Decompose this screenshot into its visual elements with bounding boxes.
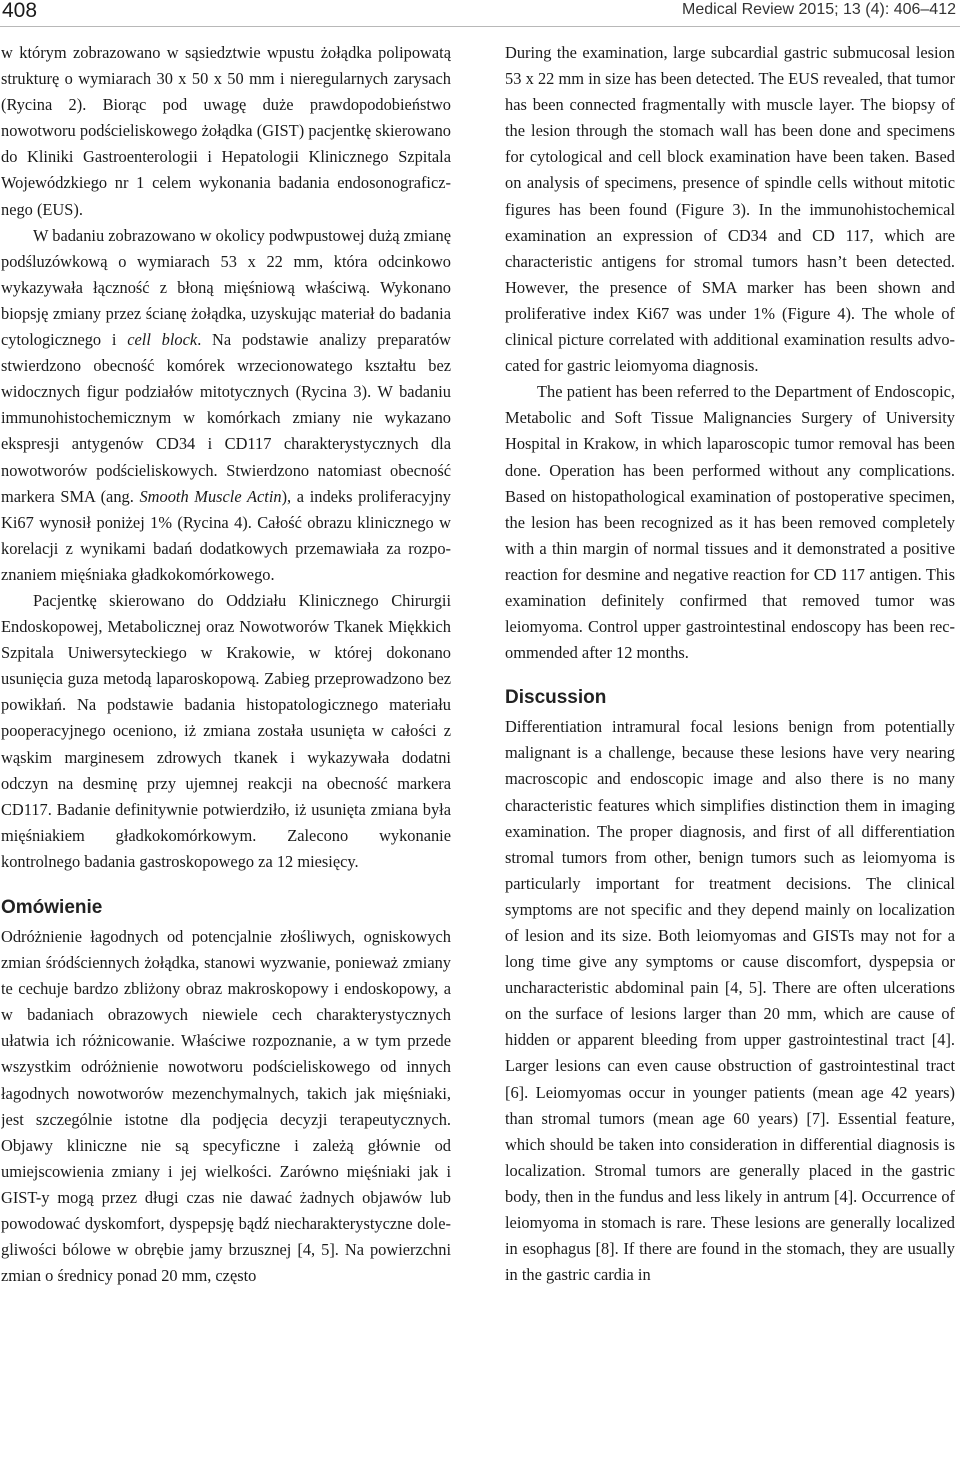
- italic-term: cell block: [127, 330, 198, 350]
- paragraph: During the examination, large subcardial gastric submucosal lesion 53 x 22 mm in size has been detected. The EUS revealed, that tumor has been connected fragmentally with muscle layer. The biopsy of the lesion through the stomach wall has been done and specimens for cytological and cell block examination have been taken. Based on analysis of specimens, presence of spindle cells without mitotic figures has been found (Figure 3). In the immunohistochemical examination an expression of CD34 and CD 117, which are characteristic antigens for stromal tumors hasn’t been detected. However, the presence of SMA marker has been shown and proliferative index Ki67 was under 1% (Figure 4). The whole of clinical picture correlated with additional examination results advocated for gastric leiomyoma diagnosis.: [505, 43, 955, 376]
- journal-reference: Medical Review 2015; 13 (4): 406–412: [682, 1, 956, 18]
- section-heading: Omówienie: [1, 897, 103, 918]
- paragraph: The patient has been referred to the Department of Endoscopic, Metabolic and Soft Tissue Malignancies Surgery of University Hospital in Krakow, in which laparoscopic tumor removal has been done. Operation has been performed without any complications. Based on histopathological examination of postoperative specimen, the lesion has been recognized as it has been removed completely with a thin margin of normal tissues and it demonstrated a positive reaction for desmine and negative reaction for CD 117 antigen. This examination definitely confirmed that removed tumor was leiomyoma. Control upper gastrointestinal endoscopy has been recommended after 12 months.: [505, 382, 955, 663]
- italic-term: Smooth Muscle Actin: [139, 486, 282, 506]
- left-column: [1, 40, 451, 1481]
- text-run: ), a indeks proliferacyjny Ki67 wynosił poniżej 1% (Rycina 4). Całość obrazu klinicznego w korelacji z wynikami badań dodatkowych przemawiała za rozpoznaniem mięśniaka gładkokomórkowego.: [1, 486, 451, 584]
- text-run: . Na podstawie analizy preparatów stwierdzono obecność komórek wrzecionowatego kształtu bez widocznych figur podziałów mitotycznych (Rycina 3). W badaniu immunohistochemicznym w komórkach zmiany nie wykazano ekspresji antygenów CD34 i CD117 charakterystycznych dla nowotworów podścieliskowych. Stwierdzono natomiast obecność markera SMA (ang.: [1, 330, 451, 506]
- paragraph: Pacjentkę skierowano do Oddziału Klinicznego Chirurgii Endoskopowej, Metabolicznej oraz Nowotworów Tkanek Miękkich Szpitala Uniwersyteckiego w Krakowie, w której dokonano usunięcia guza metodą laparoskopową. Zabieg przeprowadzono bez powikłań. Na podstawie badania histopatologicznego materiału pooperacyjnego oceniono, iż zmiana została usunięta w całości z wąskim marginesem zdrowych tkanek i wykazywała dodatni odczyn na desminę przy ujemnej reakcji na obecność markera CD117. Badanie definitywnie potwierdziło, iż usunięta zmiana była mięśniakiem gładkokomórkowym. Zalecono wykonanie kontrolnego badania gastroskopowego za 12 miesięcy.: [1, 590, 451, 871]
- page-number: 408: [2, 0, 38, 22]
- header-divider: [0, 26, 960, 27]
- page-header: [0, 0, 960, 26]
- text-run: W badaniu zobrazowano w okolicy podwpustowej dużą zmianę podśluzówkową o wymiarach 53 x 22 mm, która odcinkowo wykazywała łączność z błoną mięśniową właściwą. Wykonano biopsję zmiany przez ścianę żołądka, uzyskując materiał do badania cytologicznego i: [1, 225, 451, 350]
- paragraph: Differentiation intramural focal lesions benign from potentially malignant is a challenge, because these lesions have very nearing macroscopic and endoscopic image and also there is no many characteristic features which simplifies distinction them in imaging examination. The proper diagnosis, and first of all differentiation stromal tumors from other, benign tumors such as leiomyoma is particularly important for treatment decisions. The clinical symptoms are not specific and they depend mainly on localization of lesion and its size. Both leiomyomas and GISTs may not for a long time give any symptoms or cause discomfort, dyspepsia or uncharacteristic abdominal pain [4, 5]. There are often ulcerations on the surface of lesions larger than 20 mm, which are cause of hidden or apparent bleeding from upper gastrointestinal tract [4]. Larger lesions can even cause obstruction of gastrointestinal tract [6]. Leiomyomas occur in younger patients (mean age 42 years) than stromal tumors (mean age 60 years) [7]. Essential feature, which should be taken into consideration in differential diagnosis is localization. Stromal tumors are generally placed in the gastric body, then in the fundus and less likely in antrum [4]. Occurrence of leiomyoma in stomach is rare. These lesions are generally localized in esophagus [8]. If there are found in the stomach, they are usually in the gastric cardia in: [505, 717, 955, 1285]
- section-heading: Discussion: [505, 687, 607, 709]
- paragraph: w którym zobrazowano w sąsiedztwie wpustu żołądka polipowatą strukturę o wymiarach 30 x 50 x 50 mm i nieregularnych zarysach (Rycina 2). Biorąc pod uwagę duże prawdopodobieństwo nowotworu podścieliskowego żołądka (GIST) pacjentkę skierowano do Kliniki Gastroenterologii i Hepatologii Klinicznego Szpitala Wojewódzkiego nr 1 celem wykonania badania endosonograficznego (EUS).: [1, 43, 451, 219]
- paragraph: [1, 223, 451, 588]
- right-column: [505, 40, 955, 1481]
- paragraph: Odróżnienie łagodnych od potencjalnie złośliwych, ogniskowych zmian śródściennych żołądka, stanowi wyzwanie, ponieważ zmiany te cechuje bardzo zbliżony obraz makroskopowy i endoskopowy, a w badaniach obrazowych niewiele cech charakterystycznych ułatwia ich różnicowanie. Właściwe rozpoznanie, a w tym przede wszystkim odróżnienie nowotworu podścieliskowego od innych łagodnych nowotworów mezenchymalnych, takich jak mięśniaki, jest szczególnie istotne dla podjęcia decyzji terapeutycznych. Objawy kliniczne nie są specyficzne i zależą głównie od umiejscowienia zmiany i jej wielkości. Zarówno mięśniaki jak i GIST-y mogą przez długi czas nie dawać żadnych objawów lub powodować dyskomfort, dyspepsję bądź niecharakterystyczne dolegliwości bólowe w obrębie jamy brzusznej [4, 5]. Na powierzchni zmian o średnicy ponad 20 mm, często: [1, 927, 451, 1286]
